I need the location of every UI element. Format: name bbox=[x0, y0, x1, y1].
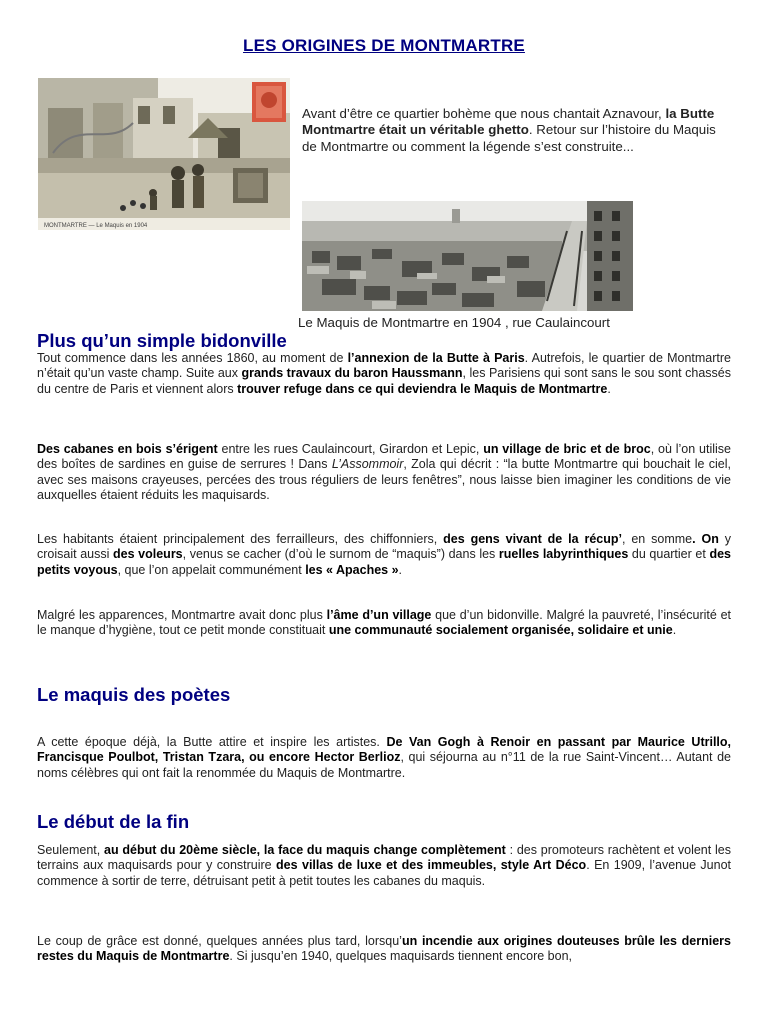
section-heading-fin: Le début de la fin bbox=[37, 811, 190, 832]
panorama-photo bbox=[302, 201, 633, 311]
postcard-photo bbox=[38, 78, 290, 230]
section-heading-bidonville: Plus qu’un simple bidonville bbox=[37, 330, 287, 351]
intro-paragraph: Avant d’être ce quartier bohème que nous chantait Aznavour, la Butte Montmartre était un véritable ghetto. Retour sur l’histoire du Maquis de Montmartre ou comment la légende s’est construite... bbox=[302, 106, 716, 154]
paragraph-5: A cette époque déjà, la Butte attire et inspire les artistes. De Van Gogh à Renoir en passant par Maurice Utrillo, Francisque Poulbot, Tristan Tzara, ou encore Hector Berlioz, qui séjourna au n°11 de la rue Saint-Vincent… Autant de noms célèbres qui ont fait la renommée du Maquis de Montmartre. bbox=[37, 735, 731, 780]
paragraph-1: Tout commence dans les années 1860, au moment de l’annexion de la Butte à Paris. Autrefois, le quartier de Montmartre n’était qu’un vaste champ. Suite aux grands travaux du baron Haussmann, les Parisiens qui sont sans le sou sont chassés du centre de Paris et viennent alors trouver refuge dans ce qui deviendra le Maquis de Montmartre. bbox=[37, 351, 731, 396]
paragraph-3: Les habitants étaient principalement des ferrailleurs, des chiffonniers, des gens vivant de la récup’, en somme. On y croisait aussi des voleurs, venus se cacher (d’où le surnom de “maquis”) dans les ruelles labyrinthiques du quartier et des petits voyous, que l’on appelait communément les « Apaches ». bbox=[37, 532, 731, 577]
paragraph-6: Seulement, au début du 20ème siècle, la face du maquis change complètement : des promoteurs rachètent et volent les terrains aux maquisards pour y construire des villas de luxe et des immeubles, style Art Déco. En 1909, l’avenue Junot commence à sortir de terre, détruisant petit à petit toutes les cabanes du maquis. bbox=[37, 843, 732, 888]
page-title: LES ORIGINES DE MONTMARTRE bbox=[243, 36, 525, 55]
postcard-label: MONTMARTRE — Le Maquis en 1904 bbox=[44, 223, 148, 229]
section-heading-poetes: Le maquis des poètes bbox=[37, 684, 231, 705]
paragraph-2: Des cabanes en bois s’érigent entre les rues Caulaincourt, Girardon et Lepic, un village de bric et de broc, où l’on utilise des boîtes de sardines en guise de serrures ! Dans L’Assommoir, Zola qui décrit : “la butte Montmartre qui bouchait le ciel, avec ses maisons crayeuses, percées des trous réguliers de leurs fenêtres”, nous laisse bien imaginer les conditions de vie auxquelles étaient réduits les maquisards. bbox=[37, 442, 731, 503]
paragraph-7: Le coup de grâce est donné, quelques années plus tard, lorsqu’un incendie aux origines douteuses brûle les derniers restes du Maquis de Montmartre. Si jusqu’en 1940, quelques maquisards tiennent encore bon, bbox=[37, 934, 731, 964]
paragraph-4: Malgré les apparences, Montmartre avait donc plus l’âme d’un village que d’un bidonville. Malgré la pauvreté, l’insécurité et le manque d’hygiène, tout ce petit monde constituait une communauté socialement organisée, solidaire et unie. bbox=[37, 608, 732, 638]
photo-caption: Le Maquis de Montmartre en 1904 , rue Caulaincourt bbox=[298, 315, 610, 330]
